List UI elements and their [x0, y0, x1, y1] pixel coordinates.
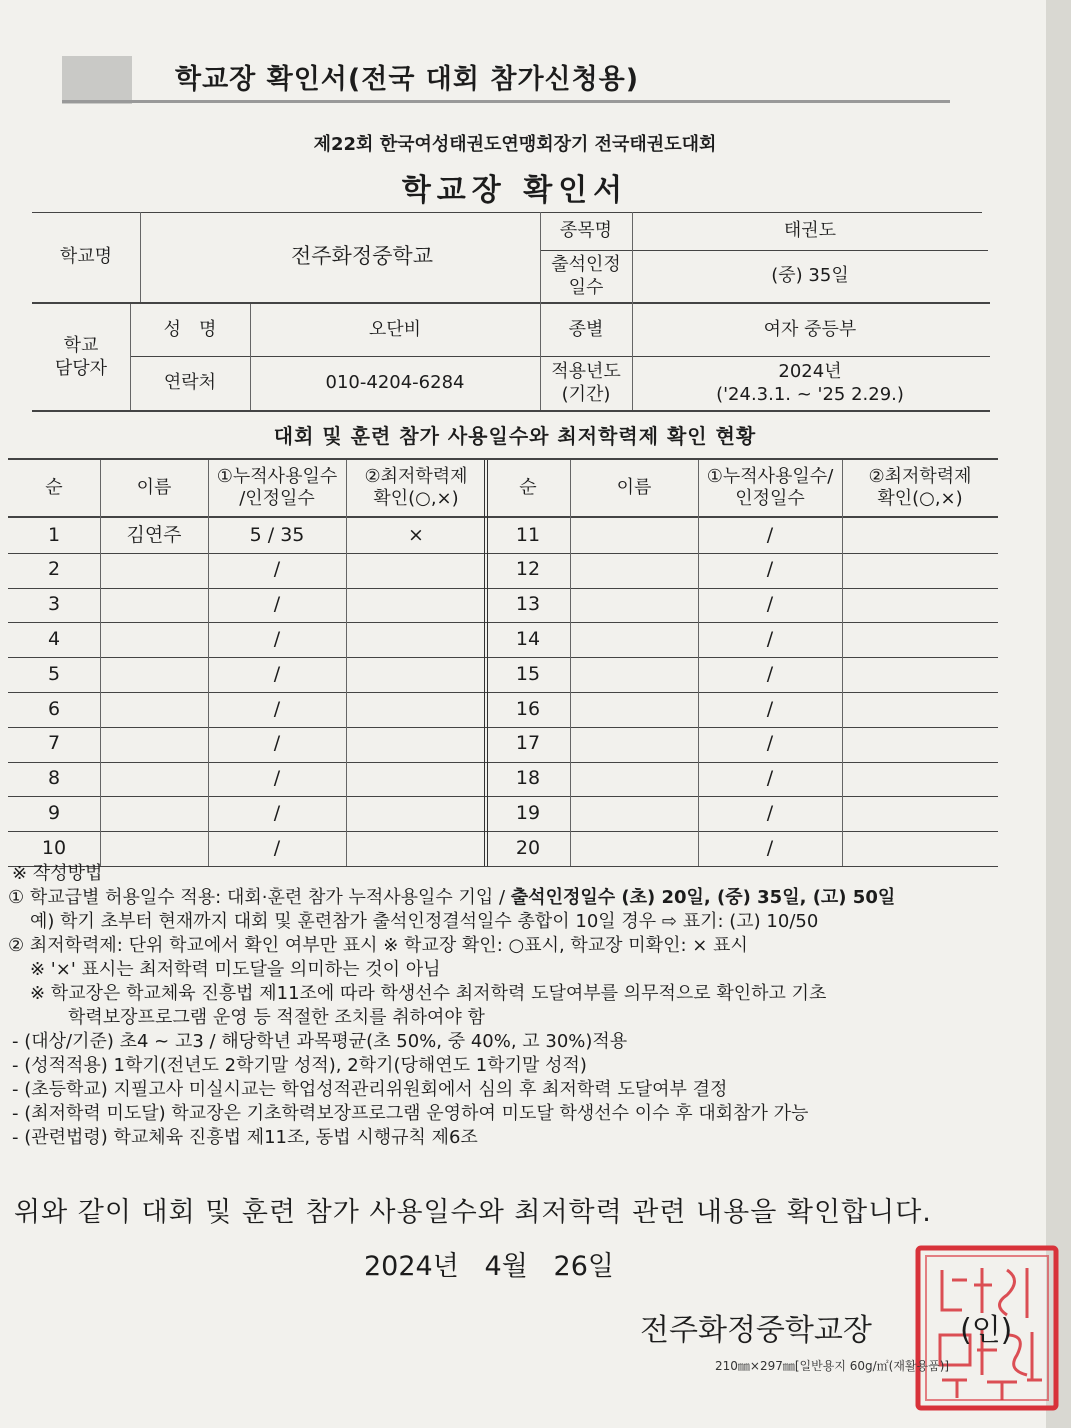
row-name-right	[570, 588, 698, 623]
note-1-example: 예) 학기 초부터 현재까지 대회 및 훈련참가 출석인정결석일수 총합이 10일 경우 ⇨ 표기: (고) 10/50	[30, 911, 819, 932]
row-days-right: /	[766, 593, 774, 616]
competition-title: 제22회 한국여성태권도연맹회장기 전국태권도대회	[313, 134, 717, 155]
row-name-right	[570, 657, 698, 692]
row-days-right: /	[766, 662, 774, 685]
confirmation-statement: 위와 같이 대회 및 훈련 참가 사용일수와 최저학력 관련 내용을 확인합니다.	[14, 1197, 932, 1228]
attendance-label-line1: 출석인정	[551, 253, 621, 275]
notes-heading: ※ 작성방법	[12, 863, 103, 884]
manager-name-value: 오단비	[368, 319, 422, 341]
row-days-left: /	[273, 697, 281, 720]
row-name-left	[100, 727, 208, 762]
row-days-left: 5 / 35	[249, 523, 305, 546]
row-name-right	[570, 553, 698, 588]
row-no-left: 8	[47, 767, 61, 790]
issue-date: 2024년 4월 26일	[364, 1251, 614, 1282]
row-name-left	[100, 657, 208, 692]
column-divider	[570, 460, 571, 866]
row-no-left: 2	[47, 558, 61, 581]
row-no-left: 5	[47, 662, 61, 685]
row-name-left	[100, 692, 208, 727]
row-check-right	[842, 518, 998, 553]
contact-value: 010-4204-6284	[325, 372, 465, 394]
row-days-right: /	[766, 732, 774, 755]
row-name-right	[570, 796, 698, 831]
row-days-left: /	[273, 593, 281, 616]
document-main-title: 학교장 확인서	[401, 173, 629, 208]
year-label	[540, 356, 632, 410]
row-name-right	[570, 692, 698, 727]
school-name-label: 학교명	[59, 246, 113, 268]
note-4-cont: 학력보장프로그램 운영 등 적절한 조치를 취하여야 함	[68, 1007, 485, 1028]
header-check-left-line1: ②최저학력제	[364, 465, 468, 487]
row-days-left: /	[273, 767, 281, 790]
detail-5: - (관련법령) 학교체육 진흥법 제11조, 동법 시행규칙 제6조	[12, 1127, 478, 1148]
row-check-left	[346, 796, 486, 831]
row-name-left	[100, 796, 208, 831]
column-divider	[698, 460, 699, 866]
note-3: ※ '×' 표시는 최저학력 미도달을 의미하는 것이 아님	[30, 959, 441, 980]
row-no-right: 11	[515, 523, 541, 546]
row-check-right	[842, 622, 998, 657]
paper-spec: 210㎜×297㎜[일반용지 60g/㎡(재활용품)]	[715, 1359, 950, 1373]
row-check-right	[842, 553, 998, 588]
column-divider	[346, 460, 347, 866]
row-check-right	[842, 796, 998, 831]
row-days-left: /	[273, 836, 281, 859]
manager-name-label: 성 명	[163, 319, 217, 341]
school-info-table	[32, 212, 990, 412]
header-no-left: 순	[45, 476, 63, 498]
detail-3: - (초등학교) 지필고사 미실시교는 학업성적관리위원회에서 심의 후 최저학력 도달여부 결정	[12, 1079, 728, 1100]
header-days-left-line2: /인정일수	[239, 488, 315, 509]
header-no-right: 순	[519, 476, 537, 498]
header-days-left-line1: ①누적사용일수	[216, 465, 338, 487]
center-divider	[484, 460, 485, 866]
attendance-label-line2: 일수	[568, 277, 604, 298]
row-days-right: /	[766, 801, 774, 824]
header-name-left: 이름	[136, 476, 172, 498]
row-days-right: /	[766, 767, 774, 790]
status-table-title: 대회 및 훈련 참가 사용일수와 최저학력제 확인 현황	[273, 424, 757, 448]
column-divider	[208, 460, 209, 866]
note-2: ② 최저학력제: 단위 학교에서 확인 여부만 표시 ※ 학교장 확인: ○표시, 학교장 미확인: × 표시	[8, 935, 748, 956]
manager-label	[32, 304, 130, 410]
contact-label: 연락처	[163, 372, 217, 394]
row-days-right: /	[766, 836, 774, 859]
row-no-left: 6	[47, 697, 61, 720]
row-check-left	[346, 692, 486, 727]
header-days-right-line2: 인정일수	[735, 488, 805, 509]
row-check-left: ×	[408, 523, 424, 546]
row-name-left	[100, 622, 208, 657]
row-no-right: 15	[515, 662, 541, 685]
row-name-left	[100, 762, 208, 797]
row-no-right: 19	[515, 801, 541, 824]
row-no-left: 9	[47, 801, 61, 824]
row-no-right: 17	[515, 732, 541, 755]
header-divider	[62, 100, 950, 103]
row-days-right: /	[766, 558, 774, 581]
header-check-right	[842, 460, 998, 516]
participation-table	[8, 458, 998, 866]
attendance-label	[540, 250, 632, 302]
principal-signature: 전주화정중학교장	[640, 1313, 872, 1348]
row-name-right	[570, 518, 698, 553]
event-label: 종목명	[559, 220, 613, 242]
row-days-left: /	[273, 627, 281, 650]
row-name-right	[570, 762, 698, 797]
header-check-left	[346, 460, 486, 516]
detail-2: - (성적적용) 1학기(전년도 2학기말 성적), 2학기(당해연도 1학기말 성적)	[12, 1055, 587, 1076]
year-value-line2: ('24.3.1. ~ '25 2.29.)	[716, 384, 904, 405]
row-days-left: /	[273, 662, 281, 685]
note-1-text: ① 학교급별 허용일수 적용: 대회·훈련 참가 누적사용일수 기입 /	[8, 887, 511, 908]
row-days-right: /	[766, 627, 774, 650]
page-edge-shadow	[1046, 0, 1071, 1428]
header-days-right-line1: ①누적사용일수/	[706, 465, 834, 487]
row-check-right	[842, 762, 998, 797]
detail-4: - (최저학력 미도달) 학교장은 기초학력보장프로그램 운영하여 미도달 학생선수 이수 후 대회참가 가능	[12, 1103, 809, 1124]
row-name-left	[100, 588, 208, 623]
row-name-left	[100, 553, 208, 588]
row-no-left: 4	[47, 627, 61, 650]
header-name-right: 이름	[616, 476, 652, 498]
row-check-right	[842, 692, 998, 727]
manager-label-line2: 담당자	[54, 358, 108, 379]
header-gray-box	[62, 56, 132, 104]
row-no-right: 16	[515, 697, 541, 720]
row-check-left	[346, 762, 486, 797]
row-no-right: 12	[515, 558, 541, 581]
row-name-right	[570, 727, 698, 762]
row-check-left	[346, 657, 486, 692]
year-label-line1: 적용년도	[551, 360, 621, 382]
row-no-left: 10	[41, 836, 67, 859]
row-name-left	[100, 831, 208, 866]
column-divider	[100, 460, 101, 866]
writing-instructions	[8, 862, 1028, 1150]
row-no-right: 13	[515, 593, 541, 616]
attendance-value: (중) 35일	[771, 265, 849, 287]
note-1	[8, 886, 1028, 910]
row-no-left: 7	[47, 732, 61, 755]
row-check-right	[842, 831, 998, 866]
row-check-right	[842, 657, 998, 692]
row-name-right	[570, 831, 698, 866]
event-value: 태권도	[783, 220, 837, 242]
row-no-left: 1	[47, 523, 61, 546]
row-check-left	[346, 588, 486, 623]
note-4: ※ 학교장은 학교체육 진흥법 제11조에 따라 학생선수 최저학력 도달여부를 의무적으로 확인하고 기초	[30, 983, 827, 1004]
seal-mark: (인)	[960, 1313, 1013, 1348]
column-divider	[842, 460, 843, 866]
row-check-right	[842, 727, 998, 762]
year-label-line2: (기간)	[561, 384, 611, 405]
year-value-line1: 2024년	[778, 360, 842, 382]
row-check-left	[346, 831, 486, 866]
row-check-left	[346, 727, 486, 762]
row-no-right: 20	[515, 836, 541, 859]
document-header-title: 학교장 확인서(전국 대회 참가신청용)	[175, 64, 640, 95]
note-1-bold: 출석인정일수 (초) 20일, (중) 35일, (고) 50일	[510, 887, 896, 908]
header-days-left	[208, 460, 346, 516]
row-check-left	[346, 622, 486, 657]
school-name-value: 전주화정중학교	[290, 244, 433, 269]
row-name-left: 김연주	[126, 523, 182, 546]
row-days-right: /	[766, 523, 774, 546]
row-days-left: /	[273, 558, 281, 581]
row-days-left: /	[273, 801, 281, 824]
header-check-left-line2: 확인(○,×)	[373, 488, 459, 509]
row-name-right	[570, 622, 698, 657]
year-value	[632, 356, 988, 410]
header-check-right-line1: ②최저학력제	[868, 465, 972, 487]
header-check-right-line2: 확인(○,×)	[877, 488, 963, 509]
header-days-right	[698, 460, 842, 516]
row-days-right: /	[766, 697, 774, 720]
row-days-left: /	[273, 732, 281, 755]
category-label: 종별	[568, 319, 604, 341]
row-no-right: 18	[515, 767, 541, 790]
row-no-right: 14	[515, 627, 541, 650]
row-no-left: 3	[47, 593, 61, 616]
manager-label-line1: 학교	[63, 334, 99, 356]
center-divider	[487, 460, 488, 866]
detail-1: - (대상/기준) 초4 ~ 고3 / 해당학년 과목평균(초 50%, 중 40%, 고 30%)적용	[12, 1031, 628, 1052]
row-check-left	[346, 553, 486, 588]
category-value: 여자 중등부	[763, 319, 857, 341]
row-check-right	[842, 588, 998, 623]
